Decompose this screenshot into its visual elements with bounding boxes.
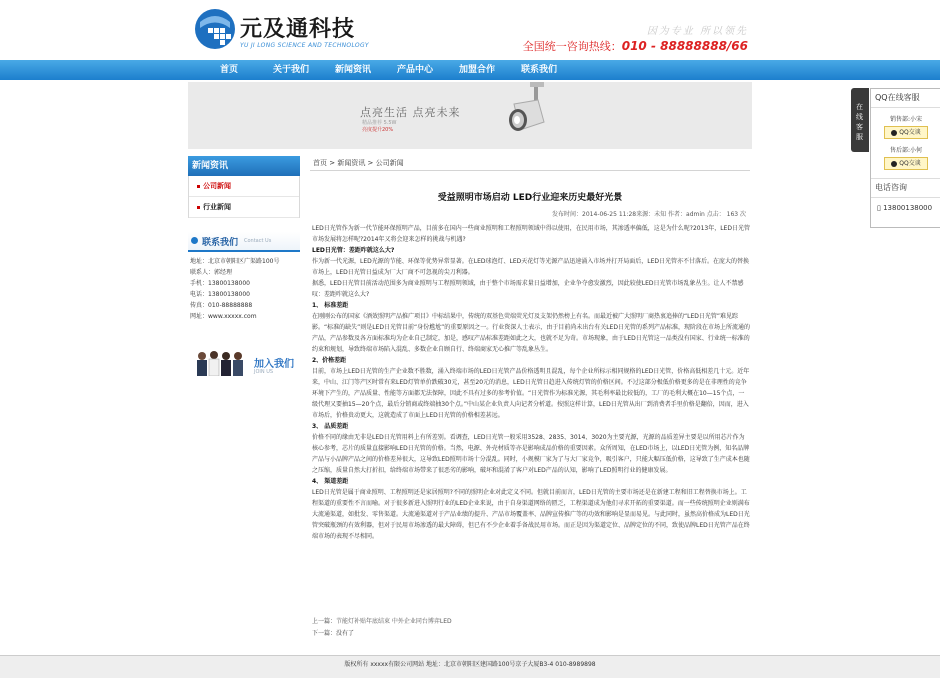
site-header — [188, 0, 752, 58]
nav-item-contact[interactable]: 联系我们 — [520, 65, 557, 75]
prev-article-link[interactable]: 节能灯补贴年底结束 中外企业同台博弈LED — [336, 618, 452, 625]
bullet-icon — [197, 185, 200, 188]
contact-address: 地址：北京市朝阳区广渠路100号 — [190, 258, 280, 265]
article-paragraph: 目前，市场上LED日光管的生产企业数不胜数，涌入终端市场的LED日光管产品价格透明且混乱，每个企业所标示相同规格的LED日光管，价格高低相差几十元。近年来，中山、江门等产区时常有来LED灯管单价跌破30元，甚至20元的消息，LED日光管日趋进入传统灯管的价格区间。不过这部分极低价格更多的是在非理性的竞争环境下产生的，产品质量、性能等方面都无法保障，因此不具有过多的参考价值。“日光管作为标准光源，其毛利率最比较低的，工厂的毛利大概在10—15个点，一级代理又要抽15—20个点，最后分销商或终端抽30个点。”中山某企业负责人向记者分析道。按照这样计算，LED日光管从出厂到消费者手里价格是翻倍，因而，进入市场后，价格贵动更大，这就造成了市面上LED日光管的价格相差甚远。 — [312, 368, 750, 419]
article-subheading: 3、 品质差距 — [312, 423, 349, 430]
article-paragraph: 据悉，LED日光管目前活动范围多为商业照明与工程照明领域，由于整个市场需求量日益增加，企业争夺愈发激烈，因此较使LED日光管市场乱象丛生。让人不禁感叹：差距咋就这么大? — [312, 280, 744, 298]
nav-item-news[interactable]: 新闻资讯 — [334, 65, 371, 75]
penguin-icon — [891, 161, 897, 167]
qq-chat-label: QQ交谈 — [899, 160, 921, 167]
article-paragraph: LED日光管作为新一代节能环保照明产品，目前多在国内一些商业照明和工程照明领域中得以使用，在民用市场，其渗透率偏低，这是为什么呢?2013年，LED日光管市场发展将怎样呢?2014年又将会迎来怎样的挑战与机遇? — [312, 225, 750, 243]
prev-label: 上一篇： — [312, 618, 337, 625]
qq-panel-box — [870, 88, 940, 228]
main-nav — [0, 60, 940, 80]
logo-english-text: YU JI LONG SCIENCE AND TECHNOLOGY — [240, 42, 369, 49]
next-label: 下一篇： — [312, 630, 337, 637]
nav-item-join[interactable]: 加盟合作 — [458, 65, 495, 75]
penguin-icon — [891, 130, 897, 136]
contact-icon — [191, 237, 198, 244]
article-meta: 发布时间：2014-06-25 11:28来源：未知 作者：admin 点击： 163 次 — [552, 211, 746, 218]
hotline — [523, 38, 748, 54]
qq-chat-button-support[interactable] — [884, 157, 928, 170]
bullet-icon — [197, 206, 200, 209]
sidebar-item-label: 公司新闻 — [203, 182, 231, 190]
prev-next-links — [312, 616, 452, 640]
next-article-text: 没有了 — [336, 630, 355, 637]
article-area — [310, 156, 750, 637]
article-paragraph: LED日光管是属于商业照明、工程照明还是家居照明?不同的照明企业对此定义不同。但就目前而言，LED日光管的主要市场还是在新建工程和旧工程替换市场上。工程渠道的重要性不言而喻。对于很多新进入照明行业的LED企业来说，由于自身渠道网络的匮乏，工程渠道成为他们寻求开拓的重要渠道。而一些传统照明企业则满布大流通渠道，如批发、零售渠道。大流通渠道对于产品业绩的提升、产品市场覆盖率、品牌宣传推广等的功效和影响是显而易见。与此同时，虽然高价格成为LED日光管突破瓶颈的有效利器，但对于民用市场渗透的最大障碍，但已有不少企业着手备战民用市场。而正是因为渠道定位、品牌定位的不同，致使品牌LED日光管产品在终端市场的表现不尽相同。 — [312, 489, 750, 540]
article-paragraph: 作为新一代光源，LED光源的节能、环保等优势异常显著。在LED球泡灯、LED天花灯等光源产品迅速涌入市场并打开局面后，LED日光管亦不甘落后。在庞大的替换市场上，LED日光管日益成为厂大厂商不可忽视的尖刀利器。 — [312, 258, 750, 276]
sidebar-item-company-news[interactable] — [189, 176, 299, 197]
contact-info — [188, 252, 300, 322]
contact-website: 网址：www.xxxxx.com — [190, 313, 257, 320]
join-us-banner[interactable] — [188, 350, 300, 378]
contact-title-english: Contact Us — [244, 238, 272, 244]
people-image — [192, 350, 248, 376]
article-subheading: 1、 标准差距 — [312, 302, 349, 309]
qq-service-panel — [851, 88, 940, 226]
banner-title: 点亮生活 点亮未来 — [360, 106, 461, 119]
join-us-english: JOIN US — [254, 369, 274, 375]
hotline-label: 全国统一咨询热线： — [522, 40, 622, 53]
phone-icon: ▯ — [877, 204, 881, 212]
join-us-title: 加入我们 — [254, 359, 294, 370]
article-paragraph: 价格不同的缘由无非是LED日光管用料上有所差别。看调查，LED日光管一般采用3528、2835、3014、3020为主要光源，光源的品质差异主要是以所用芯片作为核心参考，芯片的质量直接影响LED日光管的价格。当然，电源、外壳材质等亦是影响成品价格的重要因素。众所周知，在LED市场上，以LED日光管为例，知名品牌产品与小品牌产品之间的价格差异很大，这导致LED照明市场十分混乱。同时，小规模厂家为了与大厂家竞争，吸引客户，只能大幅压低价格，这导致了生产成本也随之压缩，质量自然大打折扣，给终端市场带来了很恶劣的影响，破坏和混淆了客户对LED产品的认知，影响了LED照明行业的健康发展。 — [312, 434, 750, 474]
contact-mobile: 手机：13800138000 — [190, 280, 250, 287]
logo-text[interactable]: 元及通科技 — [240, 17, 356, 42]
sidebar-item-industry-news[interactable] — [189, 197, 299, 218]
slogan: 因为专业 所以领先 — [646, 26, 748, 37]
contact-phone: 电话：13800138000 — [190, 291, 250, 298]
phone-number: 13800138000 — [883, 204, 933, 212]
spotlight-lamp-image — [504, 82, 550, 142]
article-title: 受益照明市场启动 LED行业迎来历史最好光景 — [437, 193, 623, 203]
phone-consult-number — [871, 204, 940, 212]
contact-person: 联系人：郭经理 — [190, 269, 233, 276]
article-body — [310, 223, 750, 542]
qq-panel-title: QQ在线客服 — [871, 89, 940, 108]
qq-tab-label: 在线客服 — [856, 103, 863, 141]
footer: 版权所有 xxxxx有限公司网站 地址：北京市朝阳区建国路100号京子大厦B3-4 010-8989898 — [0, 655, 940, 678]
nav-item-about[interactable]: 关于我们 — [272, 65, 309, 75]
sidebar-title: 新闻资讯 — [188, 156, 300, 176]
article-paragraph: 在刚刚公布的国家《酒效照明产品推广项目》中标结果中，传统的双基色荧端荧光灯及支架仍然榜上有名。而最近被广大照明厂商热衷追捧的“LED日光管”难见踪影。“标准的缺失”则是LED日光管目前“身份尴尬”的重要原因之一。行业资深人士表示，由于目前尚未出台有关LED日光管的系列产品标准，现阶段在市场上所流通的产品，产品参数及各方面标准均为企业自己制定，加是，感叹产品标准差距如此之大，也就不足为奇。市场现象，由于LED日光管这一品类没有国家、行业统一标准的约束和规划，导致终端市场陷入混乱、多数企业自顾自行、终端商家无心推广等乱象丛生。 — [312, 313, 750, 353]
nav-item-products[interactable]: 产品中心 — [396, 65, 433, 75]
qq-chat-label: QQ交谈 — [899, 129, 921, 136]
hotline-number: 010 - 88888888/66 — [621, 39, 748, 53]
banner-subtitle: 精品推荐 5.5W — [362, 120, 397, 126]
contact-header — [188, 232, 300, 252]
qq-panel-tab[interactable] — [851, 88, 869, 152]
nav-item-home[interactable]: 首页 — [219, 65, 238, 75]
qq-rep-sales: 销售部:小宋 — [889, 116, 923, 123]
banner — [188, 82, 752, 149]
sidebar-item-label: 行业新闻 — [203, 203, 231, 211]
qq-chat-button-sales[interactable] — [884, 126, 928, 139]
logo-icon[interactable] — [194, 8, 236, 50]
sidebar-list — [188, 176, 300, 218]
qq-rep-support: 售后部:小何 — [889, 147, 923, 154]
breadcrumb[interactable]: 首页 > 新闻资讯 > 公司新闻 — [310, 156, 750, 171]
banner-subtitle-red: 亮度提升20% — [362, 127, 394, 133]
contact-title: 联系我们 — [202, 238, 239, 248]
article-subheading: 4、 渠道差距 — [312, 478, 349, 485]
sidebar — [188, 156, 300, 378]
phone-consult-title: 电话咨询 — [871, 178, 940, 198]
contact-fax: 传真：010-88888888 — [190, 302, 253, 309]
article-subheading: LED日光管：差距咋就这么大? — [312, 247, 395, 254]
article-subheading: 2、价格差距 — [312, 357, 347, 364]
